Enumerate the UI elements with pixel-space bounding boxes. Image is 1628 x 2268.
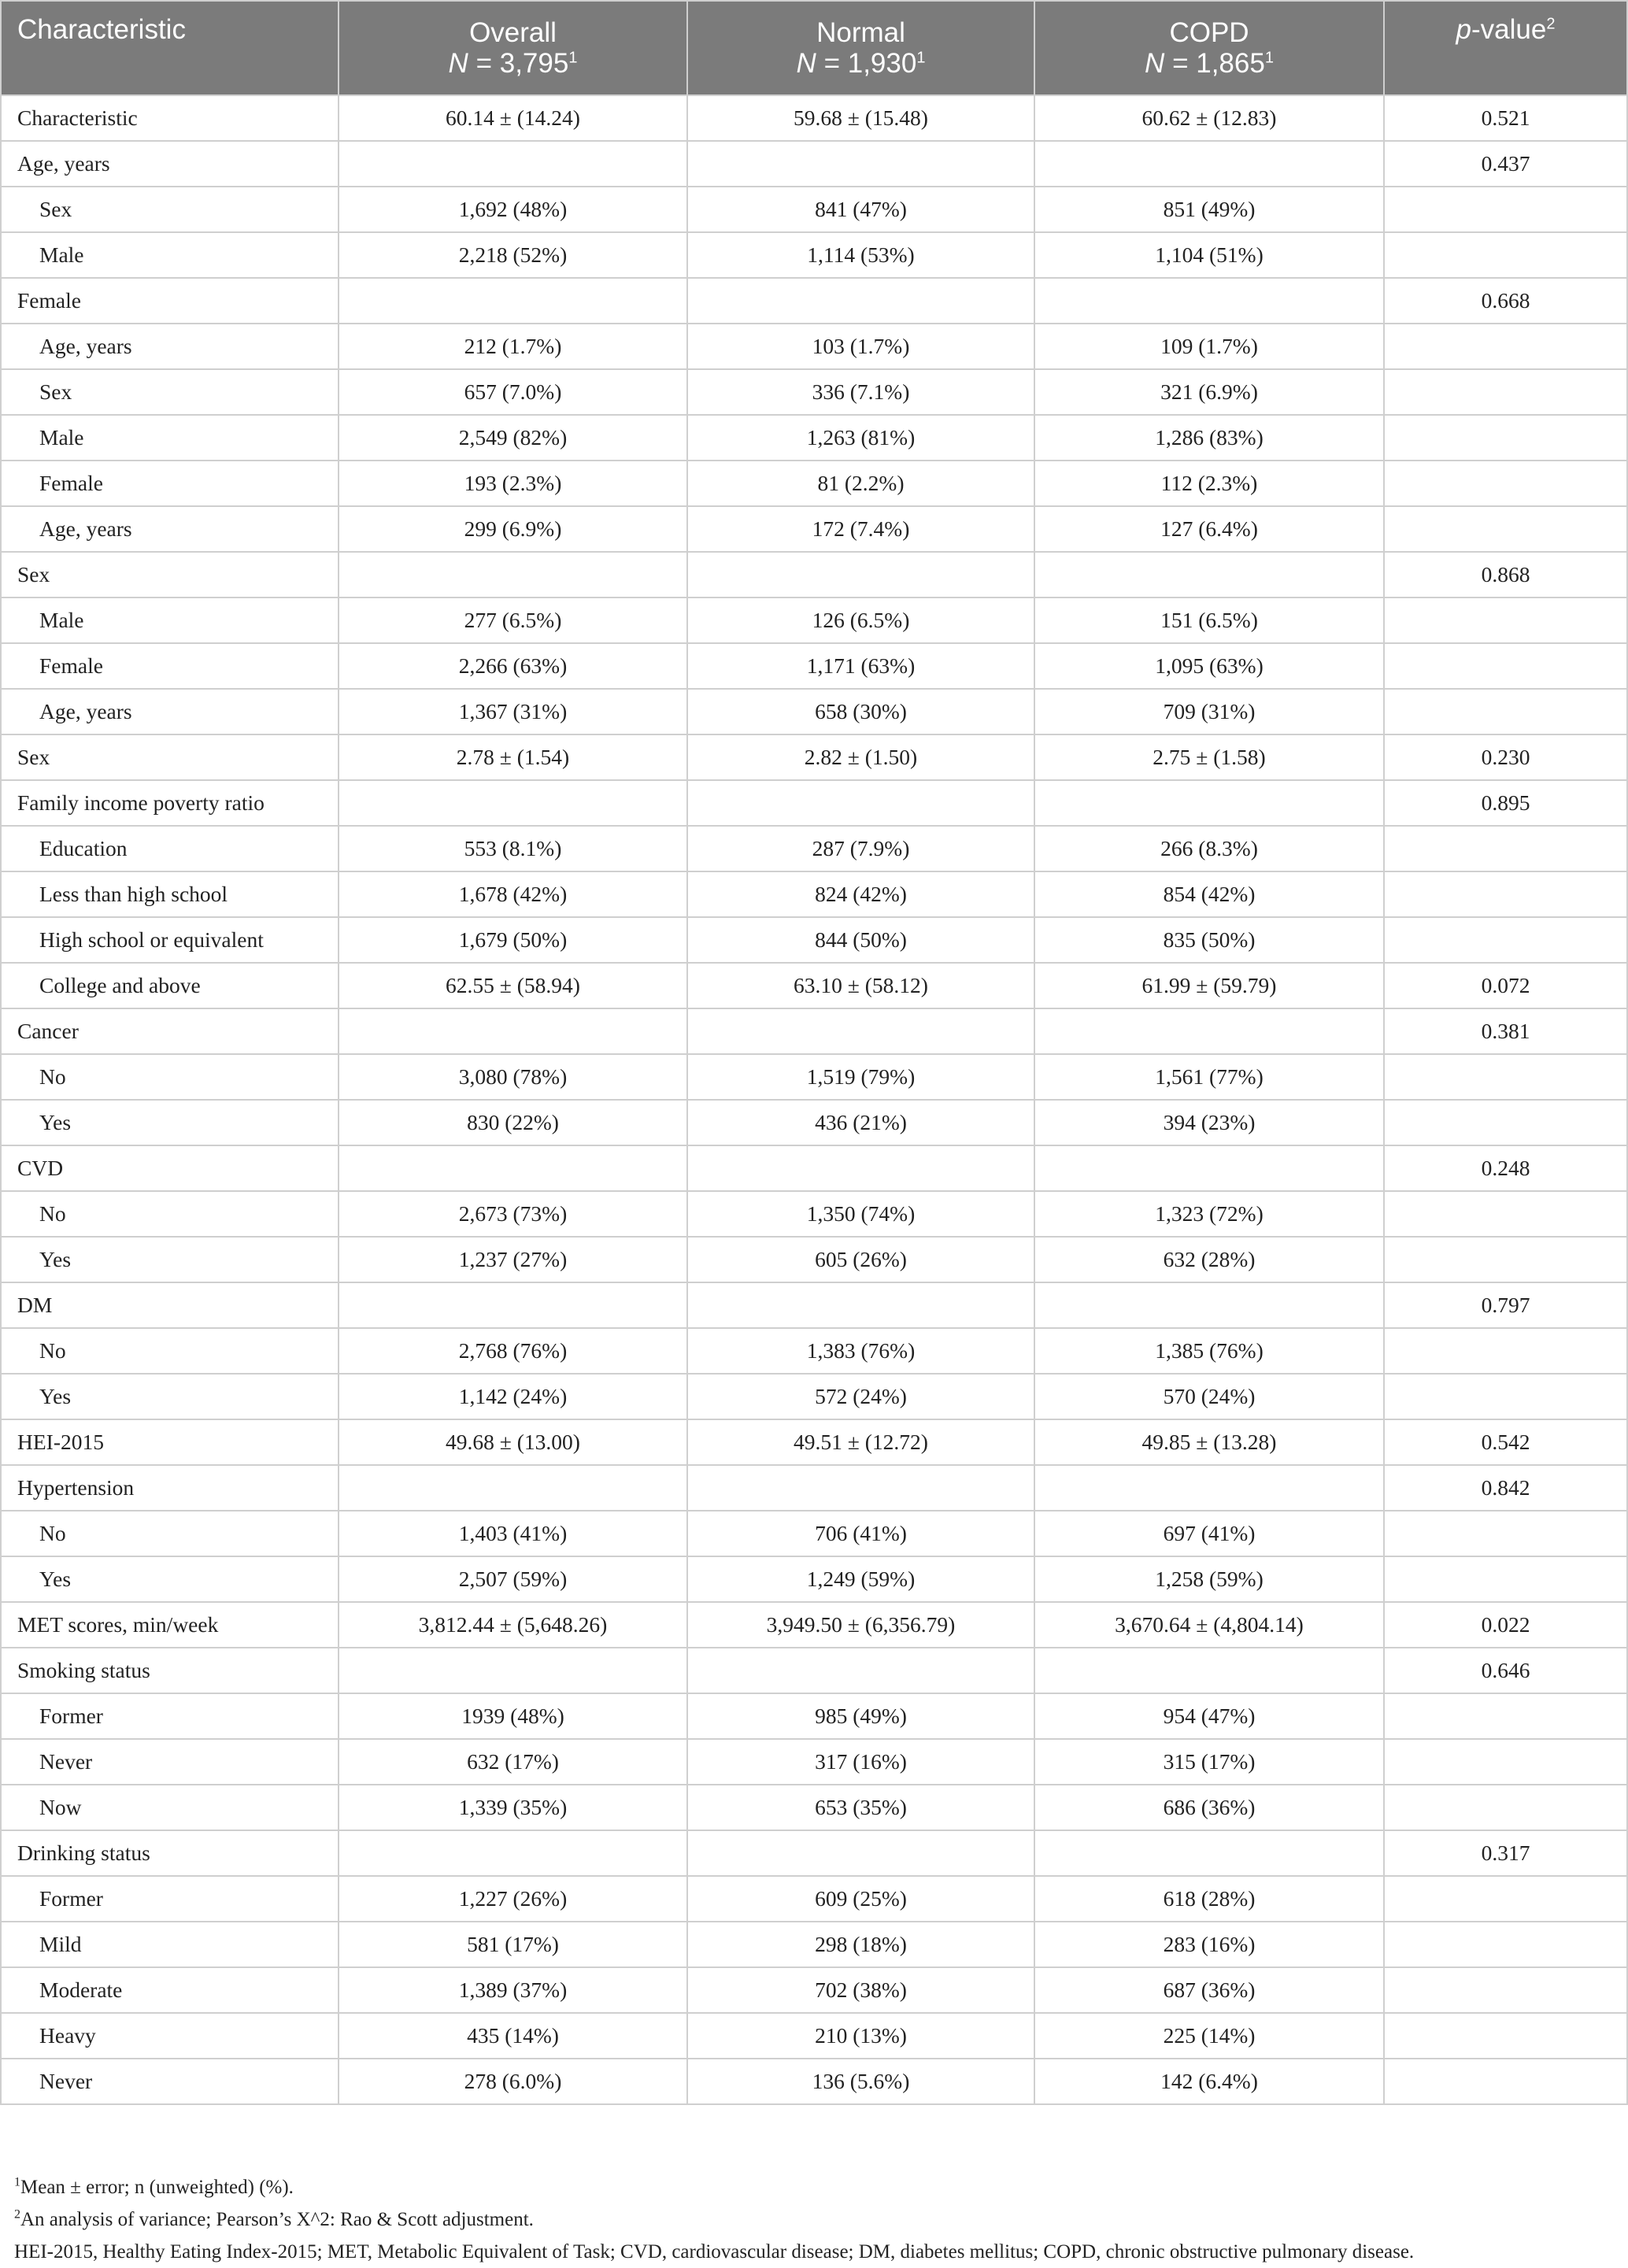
normal-cell: 824 (42%) (687, 871, 1034, 917)
normal-cell: 2.82 ± (1.50) (687, 734, 1034, 780)
header-normal-footnote-mark: 1 (916, 49, 926, 67)
overall-cell (339, 1008, 687, 1054)
p-value-cell: 0.230 (1384, 734, 1627, 780)
copd-cell (1034, 278, 1384, 324)
overall-cell: 49.68 ± (13.00) (339, 1419, 687, 1465)
copd-cell: 315 (17%) (1034, 1739, 1384, 1785)
normal-cell: 81 (2.2%) (687, 461, 1034, 506)
table-row (1, 1237, 1627, 1282)
row-label: Male (1, 598, 339, 643)
normal-cell: 103 (1.7%) (687, 324, 1034, 369)
table-row (1, 871, 1627, 917)
row-label: DM (1, 1282, 339, 1328)
normal-cell: 653 (35%) (687, 1785, 1034, 1830)
normal-cell: 317 (16%) (687, 1739, 1034, 1785)
copd-cell (1034, 141, 1384, 187)
normal-cell (687, 1282, 1034, 1328)
copd-cell: 109 (1.7%) (1034, 324, 1384, 369)
row-label: Male (1, 232, 339, 278)
table-row (1, 1054, 1627, 1100)
copd-cell: 283 (16%) (1034, 1922, 1384, 1967)
p-value-cell (1384, 324, 1627, 369)
overall-cell: 1,237 (27%) (339, 1237, 687, 1282)
overall-cell: 2,673 (73%) (339, 1191, 687, 1237)
table-row (1, 187, 1627, 232)
row-label: Never (1, 2059, 339, 2104)
normal-cell: 605 (26%) (687, 1237, 1034, 1282)
header-normal (687, 1, 1034, 95)
header-copd-name: COPD (1169, 17, 1249, 48)
table-row (1, 2013, 1627, 2059)
row-label: Yes (1, 1374, 339, 1419)
footnote-1-text: Mean ± error; n (unweighted) (%). (20, 2177, 294, 2198)
header-p-italic: p (1456, 14, 1471, 45)
copd-cell: 835 (50%) (1034, 917, 1384, 963)
row-label: MET scores, min/week (1, 1602, 339, 1648)
table-row (1, 506, 1627, 552)
p-value-cell (1384, 1922, 1627, 1967)
header-copd (1034, 1, 1384, 95)
copd-cell: 686 (36%) (1034, 1785, 1384, 1830)
header-copd-n-value: = 1,865 (1172, 48, 1265, 79)
table-row (1, 1419, 1627, 1465)
p-value-cell (1384, 871, 1627, 917)
footnote-1-mark: 1 (14, 2175, 20, 2189)
copd-cell: 394 (23%) (1034, 1100, 1384, 1145)
normal-cell: 841 (47%) (687, 187, 1034, 232)
p-value-cell (1384, 1054, 1627, 1100)
row-label: Male (1, 415, 339, 461)
header-overall-n-value: = 3,795 (475, 48, 569, 79)
table-body (1, 95, 1627, 2104)
table-row (1, 1282, 1627, 1328)
normal-cell (687, 1008, 1034, 1054)
copd-cell: 1,104 (51%) (1034, 232, 1384, 278)
overall-cell (339, 552, 687, 598)
header-copd-footnote-mark: 1 (1264, 49, 1274, 67)
normal-cell: 3,949.50 ± (6,356.79) (687, 1602, 1034, 1648)
row-label: High school or equivalent (1, 917, 339, 963)
table-row (1, 95, 1627, 141)
row-label: No (1, 1191, 339, 1237)
row-label: Never (1, 1739, 339, 1785)
header-p-footnote-mark: 2 (1546, 15, 1556, 33)
row-label: Now (1, 1785, 339, 1830)
normal-cell: 1,171 (63%) (687, 643, 1034, 689)
overall-cell: 1,227 (26%) (339, 1876, 687, 1922)
table-footnotes (14, 2171, 1414, 2268)
table-row (1, 1511, 1627, 1556)
p-value-cell (1384, 1876, 1627, 1922)
p-value-cell (1384, 689, 1627, 734)
row-label: No (1, 1054, 339, 1100)
header-p-value (1384, 1, 1627, 95)
normal-cell: 609 (25%) (687, 1876, 1034, 1922)
table-row (1, 1922, 1627, 1967)
row-label: Age, years (1, 689, 339, 734)
normal-cell: 572 (24%) (687, 1374, 1034, 1419)
normal-cell: 298 (18%) (687, 1922, 1034, 1967)
row-label: Heavy (1, 2013, 339, 2059)
row-label: Age, years (1, 324, 339, 369)
table-row (1, 1556, 1627, 1602)
overall-cell: 60.14 ± (14.24) (339, 95, 687, 141)
copd-cell: 1,286 (83%) (1034, 415, 1384, 461)
row-label: Mild (1, 1922, 339, 1967)
header-overall-footnote-mark: 1 (568, 49, 578, 67)
p-value-cell: 0.646 (1384, 1648, 1627, 1693)
footnote-2 (14, 2203, 1414, 2236)
copd-cell: 61.99 ± (59.79) (1034, 963, 1384, 1008)
row-label: CVD (1, 1145, 339, 1191)
table-row (1, 1374, 1627, 1419)
copd-cell: 151 (6.5%) (1034, 598, 1384, 643)
copd-cell (1034, 1282, 1384, 1328)
normal-cell: 1,114 (53%) (687, 232, 1034, 278)
normal-cell (687, 141, 1034, 187)
overall-cell: 2,507 (59%) (339, 1556, 687, 1602)
copd-cell: 1,095 (63%) (1034, 643, 1384, 689)
table-row (1, 552, 1627, 598)
row-label: Hypertension (1, 1465, 339, 1511)
footnote-abbreviations: HEI-2015, Healthy Eating Index-2015; MET, Metabolic Equivalent of Task; CVD, cardiovascular disease; DM, diabetes mellitus; COPD, chronic obstructive pulmonary disease. (14, 2241, 1415, 2262)
overall-cell: 1,679 (50%) (339, 917, 687, 963)
row-label: HEI-2015 (1, 1419, 339, 1465)
copd-cell (1034, 1145, 1384, 1191)
normal-cell: 1,263 (81%) (687, 415, 1034, 461)
p-value-cell (1384, 232, 1627, 278)
table-row (1, 1648, 1627, 1693)
overall-cell (339, 780, 687, 826)
normal-cell: 126 (6.5%) (687, 598, 1034, 643)
table-row (1, 232, 1627, 278)
overall-cell: 553 (8.1%) (339, 826, 687, 871)
table-row (1, 1967, 1627, 2013)
table-row (1, 1328, 1627, 1374)
normal-cell (687, 1465, 1034, 1511)
p-value-cell: 0.381 (1384, 1008, 1627, 1054)
table-row (1, 1465, 1627, 1511)
p-value-cell (1384, 369, 1627, 415)
overall-cell: 299 (6.9%) (339, 506, 687, 552)
overall-cell: 62.55 ± (58.94) (339, 963, 687, 1008)
overall-cell: 1,339 (35%) (339, 1785, 687, 1830)
table-row (1, 141, 1627, 187)
row-label: Sex (1, 187, 339, 232)
overall-cell (339, 1282, 687, 1328)
header-copd-n-label: N (1145, 48, 1165, 79)
copd-cell (1034, 1648, 1384, 1693)
copd-cell: 127 (6.4%) (1034, 506, 1384, 552)
table-row (1, 1876, 1627, 1922)
overall-cell: 3,080 (78%) (339, 1054, 687, 1100)
normal-cell: 210 (13%) (687, 2013, 1034, 2059)
p-value-cell: 0.868 (1384, 552, 1627, 598)
p-value-cell (1384, 643, 1627, 689)
copd-cell: 266 (8.3%) (1034, 826, 1384, 871)
overall-cell: 632 (17%) (339, 1739, 687, 1785)
header-characteristic: Characteristic (1, 1, 339, 95)
row-label: Sex (1, 734, 339, 780)
copd-cell: 2.75 ± (1.58) (1034, 734, 1384, 780)
normal-cell: 1,519 (79%) (687, 1054, 1034, 1100)
p-value-cell: 0.521 (1384, 95, 1627, 141)
table-row (1, 1145, 1627, 1191)
copd-cell: 60.62 ± (12.83) (1034, 95, 1384, 141)
copd-cell: 854 (42%) (1034, 871, 1384, 917)
overall-cell: 2.78 ± (1.54) (339, 734, 687, 780)
p-value-cell (1384, 1511, 1627, 1556)
row-label: Former (1, 1876, 339, 1922)
p-value-cell (1384, 1785, 1627, 1830)
normal-cell: 985 (49%) (687, 1693, 1034, 1739)
overall-cell: 277 (6.5%) (339, 598, 687, 643)
normal-cell (687, 278, 1034, 324)
footnote-2-mark: 2 (14, 2207, 20, 2222)
table-row (1, 917, 1627, 963)
normal-cell: 172 (7.4%) (687, 506, 1034, 552)
p-value-cell (1384, 1693, 1627, 1739)
row-label: Yes (1, 1556, 339, 1602)
p-value-cell (1384, 1237, 1627, 1282)
normal-cell: 49.51 ± (12.72) (687, 1419, 1034, 1465)
table-row (1, 369, 1627, 415)
p-value-cell (1384, 1556, 1627, 1602)
table-row (1, 415, 1627, 461)
overall-cell (339, 1465, 687, 1511)
row-label: Female (1, 278, 339, 324)
copd-cell (1034, 552, 1384, 598)
copd-cell (1034, 1465, 1384, 1511)
copd-cell: 632 (28%) (1034, 1237, 1384, 1282)
table-row (1, 1191, 1627, 1237)
table-row (1, 643, 1627, 689)
row-label: Sex (1, 369, 339, 415)
normal-cell (687, 1830, 1034, 1876)
table-row (1, 1693, 1627, 1739)
normal-cell: 287 (7.9%) (687, 826, 1034, 871)
row-label: Smoking status (1, 1648, 339, 1693)
table-row (1, 963, 1627, 1008)
row-label: Age, years (1, 506, 339, 552)
row-label: Sex (1, 552, 339, 598)
row-label: College and above (1, 963, 339, 1008)
overall-cell: 2,768 (76%) (339, 1328, 687, 1374)
overall-cell: 1,403 (41%) (339, 1511, 687, 1556)
p-value-cell (1384, 506, 1627, 552)
header-normal-name: Normal (816, 17, 905, 48)
p-value-cell: 0.248 (1384, 1145, 1627, 1191)
p-value-cell: 0.072 (1384, 963, 1627, 1008)
copd-cell: 321 (6.9%) (1034, 369, 1384, 415)
p-value-cell: 0.668 (1384, 278, 1627, 324)
header-overall (339, 1, 687, 95)
copd-cell: 687 (36%) (1034, 1967, 1384, 2013)
p-value-cell: 0.437 (1384, 141, 1627, 187)
copd-cell: 709 (31%) (1034, 689, 1384, 734)
copd-cell: 570 (24%) (1034, 1374, 1384, 1419)
row-label: Yes (1, 1100, 339, 1145)
footnote-1 (14, 2171, 1414, 2203)
p-value-cell: 0.797 (1384, 1282, 1627, 1328)
table-row (1, 278, 1627, 324)
row-label: Yes (1, 1237, 339, 1282)
copd-cell (1034, 1830, 1384, 1876)
overall-cell (339, 1830, 687, 1876)
normal-cell: 706 (41%) (687, 1511, 1034, 1556)
overall-cell: 657 (7.0%) (339, 369, 687, 415)
copd-cell: 49.85 ± (13.28) (1034, 1419, 1384, 1465)
normal-cell: 1,350 (74%) (687, 1191, 1034, 1237)
row-label: Cancer (1, 1008, 339, 1054)
footnote-2-text: An analysis of variance; Pearson’s X^2: Rao & Scott adjustment. (20, 2209, 534, 2230)
header-normal-n-label: N (796, 48, 816, 79)
table-row (1, 689, 1627, 734)
copd-cell: 142 (6.4%) (1034, 2059, 1384, 2104)
normal-cell: 336 (7.1%) (687, 369, 1034, 415)
table-row (1, 2059, 1627, 2104)
overall-cell: 1939 (48%) (339, 1693, 687, 1739)
overall-cell: 830 (22%) (339, 1100, 687, 1145)
table-row (1, 1008, 1627, 1054)
row-label: Female (1, 643, 339, 689)
row-label: No (1, 1511, 339, 1556)
overall-cell: 278 (6.0%) (339, 2059, 687, 2104)
overall-cell (339, 1145, 687, 1191)
table-header (1, 1, 1627, 95)
overall-cell: 435 (14%) (339, 2013, 687, 2059)
overall-cell: 1,678 (42%) (339, 871, 687, 917)
row-label: Characteristic (1, 95, 339, 141)
row-label: Less than high school (1, 871, 339, 917)
p-value-cell (1384, 598, 1627, 643)
overall-cell: 212 (1.7%) (339, 324, 687, 369)
row-label: Age, years (1, 141, 339, 187)
copd-cell: 1,385 (76%) (1034, 1328, 1384, 1374)
p-value-cell (1384, 2059, 1627, 2104)
header-overall-n-label: N (448, 48, 468, 79)
p-value-cell (1384, 1374, 1627, 1419)
copd-cell: 225 (14%) (1034, 2013, 1384, 2059)
p-value-cell (1384, 1100, 1627, 1145)
p-value-cell (1384, 415, 1627, 461)
copd-cell: 851 (49%) (1034, 187, 1384, 232)
row-label: Former (1, 1693, 339, 1739)
row-label: Family income poverty ratio (1, 780, 339, 826)
header-overall-name: Overall (469, 17, 557, 48)
normal-cell (687, 552, 1034, 598)
row-label: Drinking status (1, 1830, 339, 1876)
table-row (1, 1100, 1627, 1145)
copd-cell: 1,323 (72%) (1034, 1191, 1384, 1237)
row-label: Moderate (1, 1967, 339, 2013)
p-value-cell: 0.842 (1384, 1465, 1627, 1511)
p-value-cell: 0.542 (1384, 1419, 1627, 1465)
overall-cell: 2,266 (63%) (339, 643, 687, 689)
overall-cell: 2,549 (82%) (339, 415, 687, 461)
p-value-cell (1384, 2013, 1627, 2059)
normal-cell (687, 1145, 1034, 1191)
header-row (1, 1, 1627, 95)
p-value-cell (1384, 826, 1627, 871)
overall-cell (339, 141, 687, 187)
p-value-cell (1384, 1967, 1627, 2013)
row-label: Female (1, 461, 339, 506)
overall-cell: 3,812.44 ± (5,648.26) (339, 1602, 687, 1648)
copd-cell: 112 (2.3%) (1034, 461, 1384, 506)
table-row (1, 1739, 1627, 1785)
normal-cell: 844 (50%) (687, 917, 1034, 963)
p-value-cell (1384, 1191, 1627, 1237)
p-value-cell (1384, 461, 1627, 506)
copd-cell: 954 (47%) (1034, 1693, 1384, 1739)
overall-cell: 1,142 (24%) (339, 1374, 687, 1419)
p-value-cell: 0.022 (1384, 1602, 1627, 1648)
overall-cell: 1,389 (37%) (339, 1967, 687, 2013)
table-row (1, 734, 1627, 780)
p-value-cell: 0.317 (1384, 1830, 1627, 1876)
table-row (1, 826, 1627, 871)
table-row (1, 598, 1627, 643)
header-normal-n-value: = 1,930 (823, 48, 917, 79)
p-value-cell (1384, 917, 1627, 963)
normal-cell (687, 780, 1034, 826)
normal-cell: 1,249 (59%) (687, 1556, 1034, 1602)
normal-cell: 59.68 ± (15.48) (687, 95, 1034, 141)
copd-cell: 697 (41%) (1034, 1511, 1384, 1556)
normal-cell: 658 (30%) (687, 689, 1034, 734)
overall-cell: 2,218 (52%) (339, 232, 687, 278)
normal-cell: 1,383 (76%) (687, 1328, 1034, 1374)
normal-cell: 436 (21%) (687, 1100, 1034, 1145)
normal-cell: 702 (38%) (687, 1967, 1034, 2013)
normal-cell: 63.10 ± (58.12) (687, 963, 1034, 1008)
p-value-cell (1384, 1328, 1627, 1374)
copd-cell (1034, 780, 1384, 826)
normal-cell (687, 1648, 1034, 1693)
overall-cell (339, 1648, 687, 1693)
copd-cell: 1,561 (77%) (1034, 1054, 1384, 1100)
normal-cell: 136 (5.6%) (687, 2059, 1034, 2104)
table-row (1, 1830, 1627, 1876)
overall-cell: 193 (2.3%) (339, 461, 687, 506)
copd-cell: 3,670.64 ± (4,804.14) (1034, 1602, 1384, 1648)
overall-cell (339, 278, 687, 324)
copd-cell (1034, 1008, 1384, 1054)
table-row (1, 780, 1627, 826)
copd-cell: 618 (28%) (1034, 1876, 1384, 1922)
table-row (1, 1785, 1627, 1830)
overall-cell: 1,692 (48%) (339, 187, 687, 232)
overall-cell: 1,367 (31%) (339, 689, 687, 734)
p-value-cell (1384, 1739, 1627, 1785)
p-value-cell (1384, 187, 1627, 232)
overall-cell: 581 (17%) (339, 1922, 687, 1967)
row-label: No (1, 1328, 339, 1374)
header-p-rest: -value (1471, 14, 1547, 45)
table-row (1, 1602, 1627, 1648)
table-row (1, 461, 1627, 506)
row-label: Education (1, 826, 339, 871)
table-row (1, 324, 1627, 369)
copd-cell: 1,258 (59%) (1034, 1556, 1384, 1602)
p-value-cell: 0.895 (1384, 780, 1627, 826)
